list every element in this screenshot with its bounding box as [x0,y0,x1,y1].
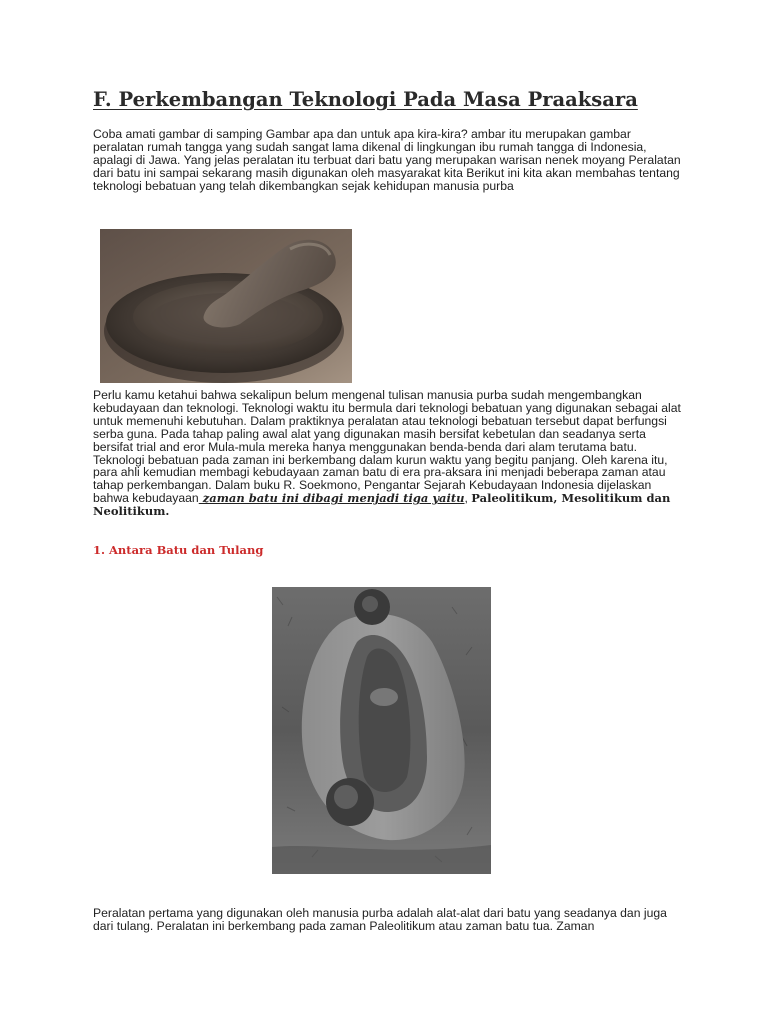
technology-paragraph-text: Perlu kamu ketahui bahwa sekalipun belum mengenal tulisan manusia purba sudah mengembangkan kebudayaan dan teknologi. Teknologi waktu itu bermula dari teknologi bebatuan yang digunakan sebagai alat untuk memenuhi kebutuhan. Dalam praktiknya peralatan atau teknologi bebatuan tersebut dapat berfungsi serba guna. Pada tahap paling awal alat yang digunakan masih bersifat kebetulan dan seadanya serta bersifat trial and eror Mula-mula mereka hanya menggunakan benda-benda dari alam terutama batu. Teknologi bebatuan pada zaman ini berkembang dalam kurun waktu yang begitu panjang. Oleh karena itu, para ahli kemudian membagi kebudayaan zaman batu di era pra-aksara ini menjadi beberapa zaman atau tahap perkembangan. Dalam buku R. Soekmono, Pengantar Sejarah Kebudayaan Indonesia dijelaskan bahwa kebudayaan [93,388,681,506]
stone-age-division-link: zaman batu ini dibagi menjadi tiga yaitu [198,491,465,506]
page-title: F. Perkembangan Teknologi Pada Masa Praaksara [93,88,638,111]
stone-age-periods: Paleolitikum, Mesolitikum dan Neolitikum. [93,491,671,519]
first-tools-paragraph: Peralatan pertama yang digunakan oleh manusia purba adalah alat-alat dari batu yang seadanya dan juga dari tulang. Peralatan ini berkembang pada zaman Paleolitikum atau zaman batu tua. Zaman [93,906,667,933]
comma-separator: , [464,491,472,506]
section-heading-batu-tulang: 1. Antara Batu dan Tulang [93,543,264,557]
intro-paragraph: Coba amati gambar di samping Gambar apa dan untuk apa kira-kira? ambar itu merupakan gambar peralatan rumah tangga yang sudah sangat lama dikenal di lingkungan ibu rumah tangga di Indonesia, apalagi di Jawa. Yang jelas peralatan itu terbuat dari batu yang merupakan warisan nenek moyang Peralatan dari batu ini sampai sekarang masih digunakan oleh masyarakat kita Berikut ini kita akan membahas tentang teknologi bebatuan yang telah dikembangkan sejak kehidupan manusia purba [93,127,681,193]
stone-trough-photo [272,587,491,874]
technology-paragraph [93,389,683,518]
mortar-pestle-photo [100,229,352,383]
